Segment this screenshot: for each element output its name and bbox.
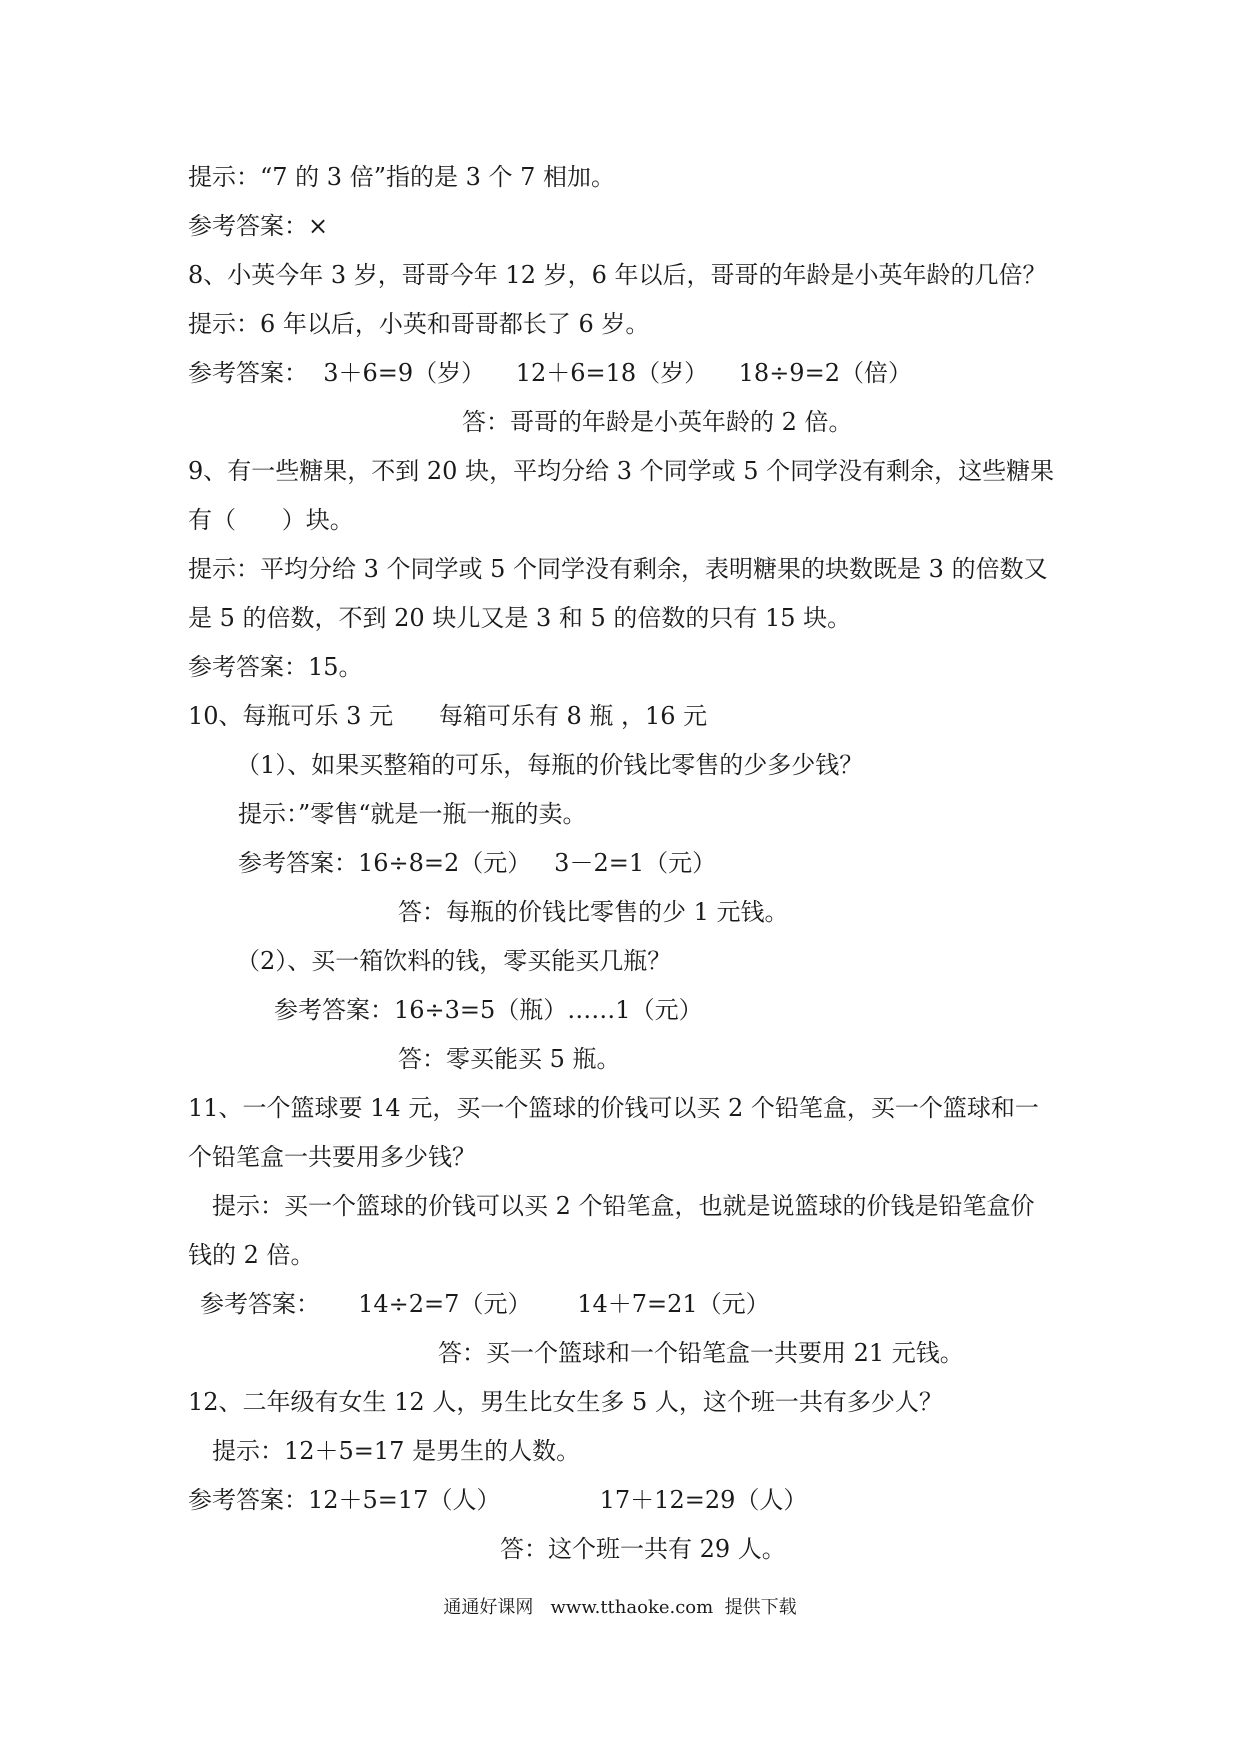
answer-statement: 答：买一个篮球和一个铅笔盒一共要用 21 元钱。 [438,1339,964,1367]
answer-statement: 答：每瓶的价钱比零售的少 1 元钱。 [398,898,789,926]
hint-line: 提示：”零售“就是一瓶一瓶的卖。 [238,800,587,828]
hint-line-continued: 是 5 的倍数，不到 20 块儿又是 3 和 5 的倍数的只有 15 块。 [188,604,852,632]
hint-line: 提示：6 年以后，小英和哥哥都长了 6 岁。 [188,310,650,338]
answer-line: 参考答案：15。 [188,653,363,681]
answer-line: 参考答案：16÷8=2（元） 3－2=1（元） [238,849,717,877]
answer-line: 参考答案：12＋5=17（人） 17＋12=29（人） [188,1486,808,1514]
question-11-continued: 个铅笔盒一共要用多少钱？ [188,1143,476,1171]
question-12: 12、二年级有女生 12 人，男生比女生多 5 人，这个班一共有多少人？ [188,1388,943,1416]
hint-line: 提示：买一个篮球的价钱可以买 2 个铅笔盒，也就是说篮球的价钱是铅笔盒价 [212,1192,1035,1220]
answer-line: 参考答案： 3＋6=9（岁） 12＋6=18（岁） 18÷9=2（倍） [188,359,912,387]
hint-line: 提示：“7 的 3 倍”指的是 3 个 7 相加。 [188,163,616,191]
hint-line: 提示：平均分给 3 个同学或 5 个同学没有剩余，表明糖果的块数既是 3 的倍数又 [188,555,1048,583]
answer-statement: 答：零买能买 5 瓶。 [398,1045,621,1073]
question-9-continued: 有（ ）块。 [188,506,354,534]
hint-line: 提示：12＋5=17 是男生的人数。 [212,1437,581,1465]
question-10-part-2: （2）、买一箱饮料的钱，零买能买几瓶？ [236,947,672,975]
answer-statement: 答：哥哥的年龄是小英年龄的 2 倍。 [462,408,853,436]
question-9: 9、有一些糖果，不到 20 块，平均分给 3 个同学或 5 个同学没有剩余，这些糖果 [188,457,1055,485]
question-10-part-1: （1）、如果买整箱的可乐，每瓶的价钱比零售的少多少钱？ [236,751,864,779]
answer-statement: 答：这个班一共有 29 人。 [500,1535,786,1563]
question-10: 10、每瓶可乐 3 元 每箱可乐有 8 瓶 ，16 元 [188,702,708,730]
page-footer: 通通好课网 www.tthaoke.com 提供下载 [443,1597,797,1618]
question-11: 11、一个篮球要 14 元，买一个篮球的价钱可以买 2 个铅笔盒，买一个篮球和一 [188,1094,1039,1122]
question-8: 8、小英今年 3 岁，哥哥今年 12 岁，6 年以后，哥哥的年龄是小英年龄的几倍？ [188,261,1047,289]
answer-line: 参考答案： 14÷2=7（元） 14＋7=21（元） [200,1290,770,1318]
answer-line: 参考答案：16÷3=5（瓶）……1（元） [274,996,703,1024]
answer-line: 参考答案：× [188,212,329,240]
hint-line-continued: 钱的 2 倍。 [188,1241,315,1269]
